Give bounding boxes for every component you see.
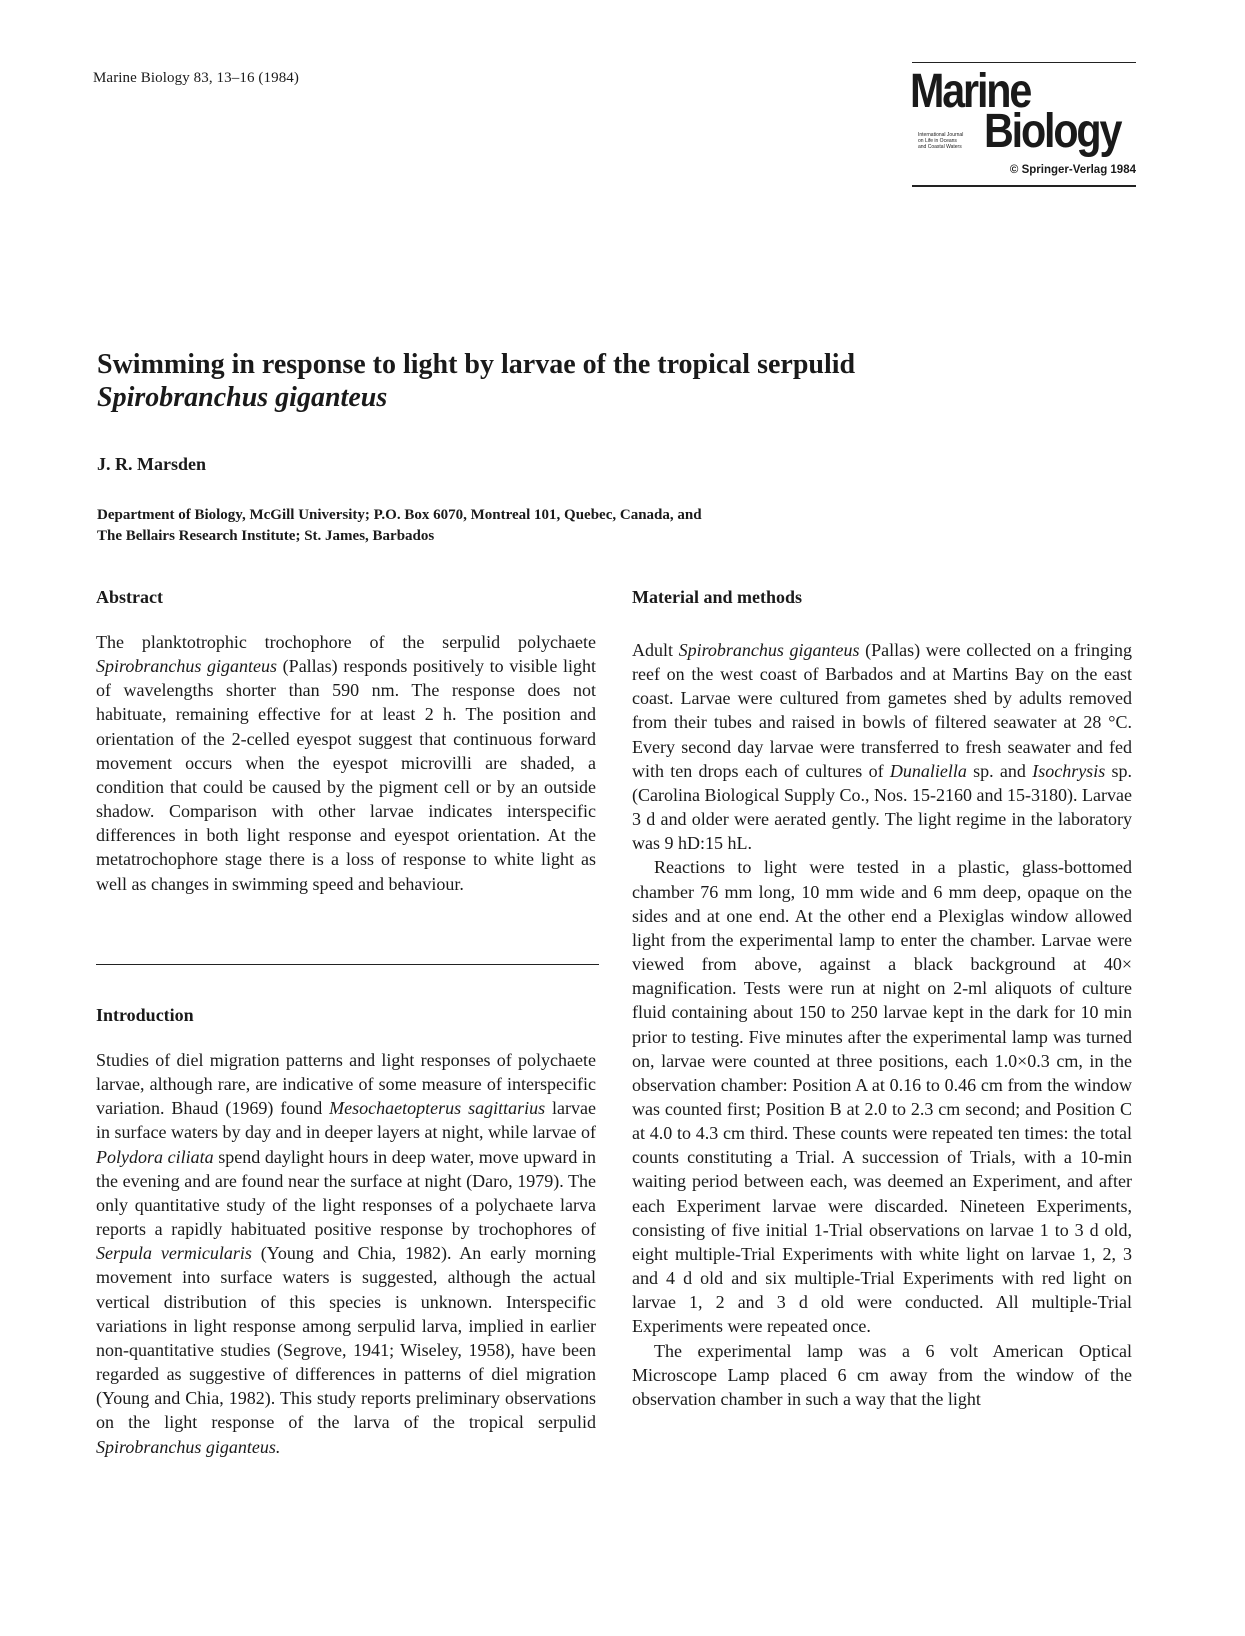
author-affiliation bbox=[97, 505, 702, 547]
methods-paragraph: The experimental lamp was a 6 volt American Optical Microscope Lamp placed 6 cm away from the window of the observation chamber in such a way that the light bbox=[632, 1340, 1132, 1409]
introduction-body bbox=[96, 1048, 596, 1459]
abstract-heading: Abstract bbox=[96, 587, 163, 607]
logo-word-marine: Marine bbox=[910, 65, 1031, 118]
author-name: J. R. Marsden bbox=[97, 454, 206, 474]
logo-top-rule bbox=[912, 62, 1136, 63]
affiliation-line: The Bellairs Research Institute; St. James, Barbados bbox=[97, 528, 435, 544]
abstract-divider bbox=[96, 964, 599, 965]
abstract-body bbox=[96, 630, 596, 896]
logo-bottom-rule bbox=[912, 185, 1136, 187]
article-title-text: Swimming in response to light by larvae of the tropical serpulid bbox=[97, 349, 856, 380]
introduction-paragraph: Studies of diel migration patterns and light responses of polychaete larvae, although rare, are indicative of some measure of interspecific variation. Bhaud (1969) found Mesochaetopterus sagittarius larvae in surface waters by day and in deeper layers at night, while larvae of Polydora ciliata spend daylight hours in deep water, move upward in the evening and are found near the surface at night (Daro, 1979). The only quantitative study of the light responses of a polychaete larva reports a rapidly habituated positive response by trochophores of Serpula vermicularis (Young and Chia, 1982). An early morning movement into surface waters is suggested, although the actual vertical distribution of this species is unknown. Interspecific variations in light response among serpulid larva, implied in earlier non-quantitative studies (Segrove, 1941; Wiseley, 1958), have been regarded as suggestive of differences in patterns of diel migration (Young and Chia, 1982). This study reports preliminary observations on the light response of the larva of the tropical serpulid Spirobranchus giganteus. bbox=[96, 1050, 596, 1457]
methods-paragraph: Adult Spirobranchus giganteus (Pallas) were collected on a fringing reef on the west coast of Barbados and at Martins Bay on the east coast. Larvae were cultured from gametes shed by adults removed from their tubes and raised in bowls of filtered seawater at 28 °C. Every second day larvae were transferred to fresh seawater and fed with ten drops each of cultures of Dunaliella sp. and Isochrysis sp. (Carolina Biological Supply Co., Nos. 15-2160 and 15-3180). Larvae 3 d and older were aerated gently. The light regime in the laboratory was 9 hD:15 hL. bbox=[632, 640, 1132, 854]
journal-citation: Marine Biology 83, 13–16 (1984) bbox=[93, 70, 299, 86]
logo-tagline-line: on Life in Oceans bbox=[918, 138, 957, 144]
logo-tagline bbox=[918, 132, 978, 150]
logo-tagline-line: International Journal bbox=[918, 132, 964, 138]
methods-heading: Material and methods bbox=[632, 587, 802, 607]
methods-body bbox=[632, 638, 1132, 1411]
journal-logo bbox=[912, 62, 1136, 186]
logo-word-biology: Biology bbox=[984, 105, 1121, 158]
methods-paragraph: Reactions to light were tested in a plastic, glass-bottomed chamber 76 mm long, 10 mm wide and 6 mm deep, opaque on the sides and at one end. At the other end a Plexiglas window allowed light from the experimental lamp to enter the chamber. Larvae were viewed from above, against a black background at 40× magnification. Tests were run at night on 2-ml aliquots of culture fluid containing about 150 to 250 larvae kept in the dark for 10 min prior to testing. Five minutes after the experimental lamp was turned on, larvae were counted at three positions, each 1.0×0.3 cm, in the observation chamber: Position A at 0.16 to 0.46 cm from the window was counted first; Position B at 2.0 to 2.3 cm second; and Position C at 4.0 to 4.3 cm third. These counts were repeated ten times: the total counts constituting a Trial. A succession of Trials, with a 10-min waiting period between each, was deemed an Experiment, and after each Experiment larvae were discarded. Nineteen Experiments, consisting of five initial 1-Trial observations on larvae 1 to 3 d old, eight multiple-Trial Experiments with white light on larvae 1, 2, 3 and 4 d old and six multiple-Trial Experiments with red light on larvae 1, 2 and 3 d old were conducted. All multiple-Trial Experiments were repeated once. bbox=[632, 857, 1132, 1337]
logo-tagline-line: and Coastal Waters bbox=[918, 144, 962, 150]
abstract-paragraph: The planktotrophic trochophore of the serpulid polychaete Spirobranchus giganteus (Pallas) responds positively to visible light of wavelengths shorter than 590 nm. The response does not habituate, remaining effective for at least 2 h. The position and orientation of the 2-celled eyespot suggest that continuous forward movement occurs when the eyespot microvilli are shaded, a condition that could be caused by the pigment cell or by an outside shadow. Comparison with other larvae indicates interspecific differences in both light response and eyespot orientation. At the metatrochophore stage there is a loss of response to white light as well as changes in swimming speed and behaviour. bbox=[96, 632, 596, 894]
article-title bbox=[97, 348, 855, 414]
affiliation-line: Department of Biology, McGill University; P.O. Box 6070, Montreal 101, Quebec, Canada, and bbox=[97, 507, 702, 523]
article-title-species: Spirobranchus giganteus bbox=[97, 382, 388, 413]
introduction-heading: Introduction bbox=[96, 1005, 194, 1025]
copyright-notice: © Springer-Verlag 1984 bbox=[1009, 164, 1136, 176]
